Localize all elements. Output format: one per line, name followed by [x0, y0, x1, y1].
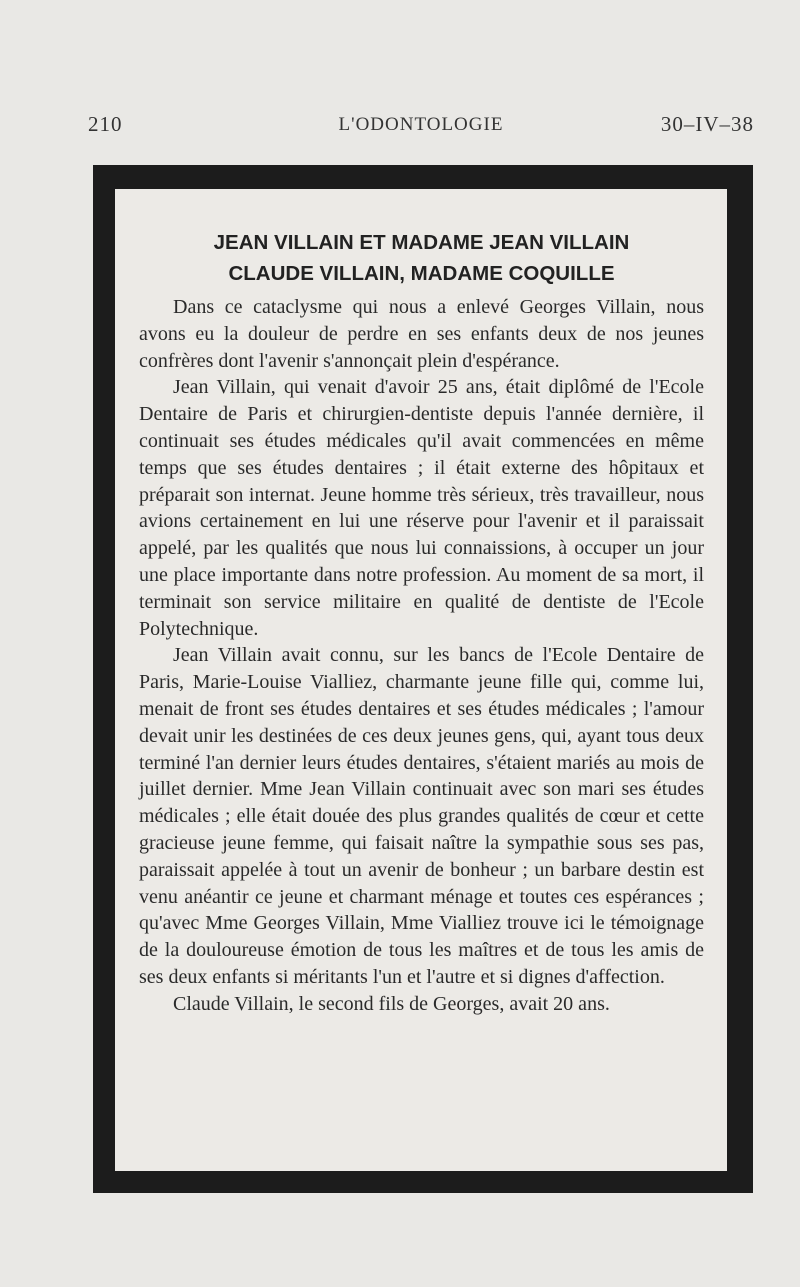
journal-title: L'ODONTOLOGIE: [338, 114, 504, 135]
paragraph-marie-louise: Jean Villain avait connu, sur les bancs de l'Ecole Dentaire de Paris, Marie-Louise Vialliez, charmante jeune fille qui, comme lui, menait de front ses études dentaires et ses études médicales ; l'amour devait unir les destinées de ces deux jeunes gens, qui, ayant tous deux terminé l'an dernier leurs études dentaires, s'étaient mariés au mois de juillet dernier. Mme Jean Villain continuait avec son mari ses études médicales ; elle était douée des plus grandes qualités de cœur et cette gracieuse jeune femme, qui faisait naître la sympathie sous ses pas, paraissait appelée à tout un avenir de bonheur ; un barbare destin est venu anéantir ce jeune et charmant ménage et toutes ces espérances ; qu'avec Mme Georges Villain, Mme Vialliez trouve ici le témoignage de la douloureuse émotion de tous les maîtres et de tous les amis de ses deux enfants si méritants l'un et l'autre et si dignes d'affection.: [139, 644, 704, 988]
notice-body: [139, 294, 704, 1018]
mourning-border-frame: [93, 165, 753, 1193]
notice-title-line-1: JEAN VILLAIN ET MADAME JEAN VILLAIN: [213, 231, 630, 254]
obituary-notice: [139, 227, 704, 1018]
paragraph-claude-villain: Claude Villain, le second fils de Georges, avait 20 ans.: [173, 992, 610, 1015]
paragraph-intro: Dans ce cataclysme qui nous a enlevé Georges Villain, nous avons eu la douleur de perdre en ses enfants deux de nos jeunes confrères dont l'avenir s'annonçait plein d'espérance.: [139, 296, 704, 372]
issue-date: 30–IV–38: [660, 112, 754, 136]
running-head: [88, 112, 754, 142]
paragraph-jean-villain: Jean Villain, qui venait d'avoir 25 ans, était diplômé de l'Ecole Dentaire de Paris et chirurgien-dentiste depuis l'année dernière, il continuait ses études médicales qu'il avait commencées en même temps que ses études dentaires ; il était externe des hôpitaux et préparait son internat. Jeune homme très sérieux, très travailleur, nous avions certainement en lui une réserve pour l'avenir et il paraissait appelé, par les qualités que nous lui connaissions, à occuper un jour une place importante dans notre profession. Au moment de sa mort, il terminait son service militaire en qualité de dentiste de l'Ecole Polytechnique.: [139, 376, 704, 640]
page-number: 210: [88, 112, 123, 136]
notice-title-line-2: CLAUDE VILLAIN, MADAME COQUILLE: [228, 262, 615, 285]
